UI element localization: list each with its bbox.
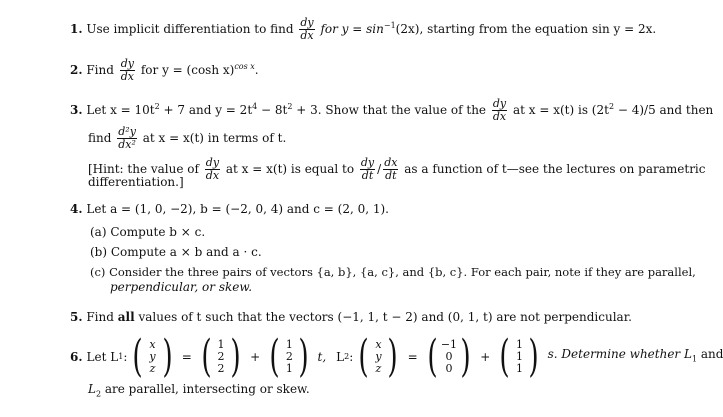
question-4c: (c) Consider the three pairs of vectors {a, b}, {a, c}, and {b, c}. For each pair, note if they are parallel, [90, 265, 696, 279]
q1-text-b: for y = sin [320, 22, 384, 36]
question-number: 5. [70, 310, 83, 324]
question-6-cont: $L_2$ are parallel, intersecting or skew. [88, 382, 310, 399]
q1-derivative: $\frac{dy}{dx}$ [300, 16, 314, 42]
question-3-line-2: find $\frac{\text{d²y}}{\text{dx²}}$ at x = x(t) in terms of t. [88, 125, 287, 151]
question-6: 6. Let L 1 : ( x y z ) = ( 1 2 2 ) + ( 1 2 1 ) t, L 2 : ( x y z ) = ( −1 0 0 ) + ( 1 1 1 ) s. Determine whether $L_1$ and [70, 331, 723, 382]
vector-point-1: ( 1 2 2 ) [201, 331, 241, 382]
question-4b: (b) Compute a × b and a · c. [90, 245, 262, 259]
vector-direction-2: ( 1 1 1 ) [499, 331, 540, 382]
question-2: 2. Find $\frac{dy}{dx}$ for y = (cosh x)$^{cos x}$. [70, 57, 259, 83]
q3-derivative: $\frac{dy}{dx}$ [492, 97, 507, 123]
vector-direction-1: ( 1 2 1 ) [269, 331, 310, 382]
q3-second-derivative: $\frac{\text{d²y}}{\text{dx²}}$ [118, 125, 136, 151]
question-4: 4. Let a = (1, 0, −2), b = (−2, 0, 4) and c = (2, 0, 1). [70, 202, 389, 216]
vector-xyz-1: ( x y z ) [132, 331, 173, 382]
question-number: 3. [70, 103, 83, 117]
hint-dx-dt: $\frac{dx}{dt}$ [384, 156, 398, 182]
question-3-hint: [Hint: the value of $\frac{dy}{dx}$ at x = x(t) is equal to $\frac{dy}{dt}$ / $\frac{dx}{dt}$ as a function of t—see the lectures on parametric [88, 156, 706, 182]
hint-derivative: $\frac{dy}{dx}$ [205, 156, 220, 182]
vector-xyz-2: ( x y z ) [358, 331, 399, 382]
question-1: 1. Use implicit differentiation to find $\frac{dy}{dx}$ for $y = \sin^{-1}(2x)$, starting from the equation sin y = 2x. [70, 16, 657, 42]
q1-text-a: Use implicit differentiation to find [86, 22, 294, 36]
question-number: 4. [70, 202, 83, 216]
vector-point-2: ( −1 0 0 ) [427, 331, 471, 382]
question-number: 1. [70, 22, 83, 36]
question-4c-cont: perpendicular, or skew. [110, 280, 253, 294]
question-4a: (a) Compute b × c. [90, 225, 206, 239]
hint-dy-dt: $\frac{dy}{dt}$ [360, 156, 375, 182]
question-number: 6. [70, 350, 83, 364]
question-number: 2. [70, 63, 83, 77]
question-3-line-1: 3. Let $x = 10t^2 + 7$ and $y = 2t^4 - 8t^2 + 3$. Show that the value of the $\frac{dy}{dx}$ at x = x(t) is $(2t^2 - 4)/5$ and then [70, 97, 714, 123]
q1-text-c: (2x), starting from the equation sin y = 2x. [395, 22, 657, 36]
q2-text-a: Find [86, 63, 114, 77]
question-3-hint-end: differentiation.] [88, 175, 184, 189]
q2-text-b: for y = (cosh x) [140, 63, 235, 77]
question-5: 5. Find all values of t such that the vectors (−1, 1, t − 2) and (0, 1, t) are not perpendicular. [70, 310, 632, 324]
q2-derivative: $\frac{dy}{dx}$ [120, 57, 135, 83]
